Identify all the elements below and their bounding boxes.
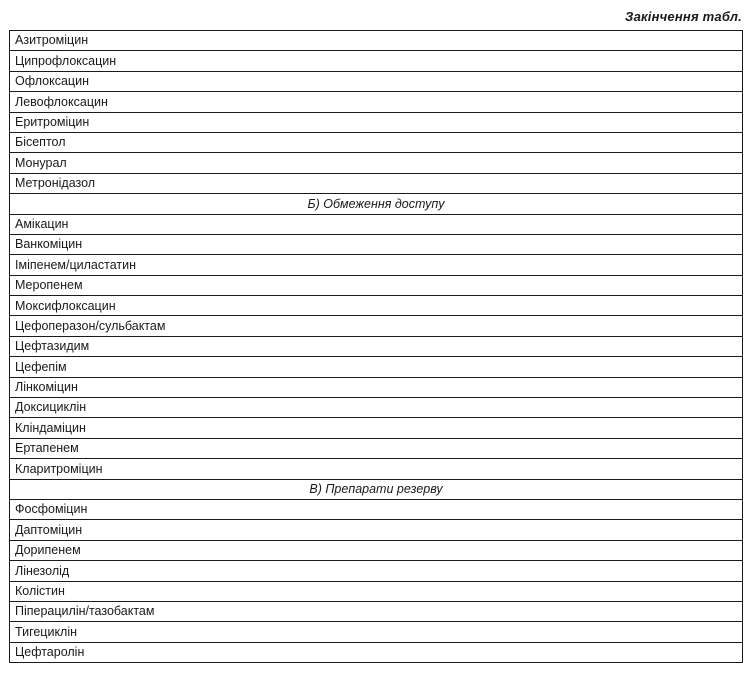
- table-row: Іміпенем/циластатин: [10, 255, 742, 275]
- section-header-reserve: В) Препарати резерву: [10, 480, 742, 500]
- table-row: Моксифлоксацин: [10, 296, 742, 316]
- table-row: Амікацин: [10, 215, 742, 235]
- table-row: Метронідазол: [10, 174, 742, 194]
- table-row: Цефтазидим: [10, 337, 742, 357]
- table-row: Цефепім: [10, 357, 742, 377]
- table-row: Доксициклін: [10, 398, 742, 418]
- table-row: Піперацилін/тазобактам: [10, 602, 742, 622]
- table-row: Левофлоксацин: [10, 92, 742, 112]
- table-row: Тигециклін: [10, 622, 742, 642]
- table-row: Дорипенем: [10, 541, 742, 561]
- table-row: Фосфоміцин: [10, 500, 742, 520]
- table-row: Цефоперазон/сульбактам: [10, 316, 742, 336]
- table-row: Даптоміцин: [10, 520, 742, 540]
- table-row: Азитроміцин: [10, 31, 742, 51]
- table-row: Кларитроміцин: [10, 459, 742, 479]
- table-row: Кліндаміцин: [10, 418, 742, 438]
- table-row: Лінкоміцин: [10, 378, 742, 398]
- table-row: Ертапенем: [10, 439, 742, 459]
- table-row: Ванкоміцин: [10, 235, 742, 255]
- table-row: Монурал: [10, 153, 742, 173]
- antibiotics-table: [9, 30, 743, 663]
- table-row: Цефтаролін: [10, 643, 742, 663]
- section-header-restricted: Б) Обмеження доступу: [10, 194, 742, 214]
- table-caption: Закінчення табл.: [625, 9, 742, 24]
- table-row: Колістин: [10, 582, 742, 602]
- table-row: Еритроміцин: [10, 113, 742, 133]
- table-row: Лінезолід: [10, 561, 742, 581]
- table-row: Бісептол: [10, 133, 742, 153]
- table-row: Ципрофлоксацин: [10, 51, 742, 71]
- table-row: Офлоксацин: [10, 72, 742, 92]
- table-row: Меропенем: [10, 276, 742, 296]
